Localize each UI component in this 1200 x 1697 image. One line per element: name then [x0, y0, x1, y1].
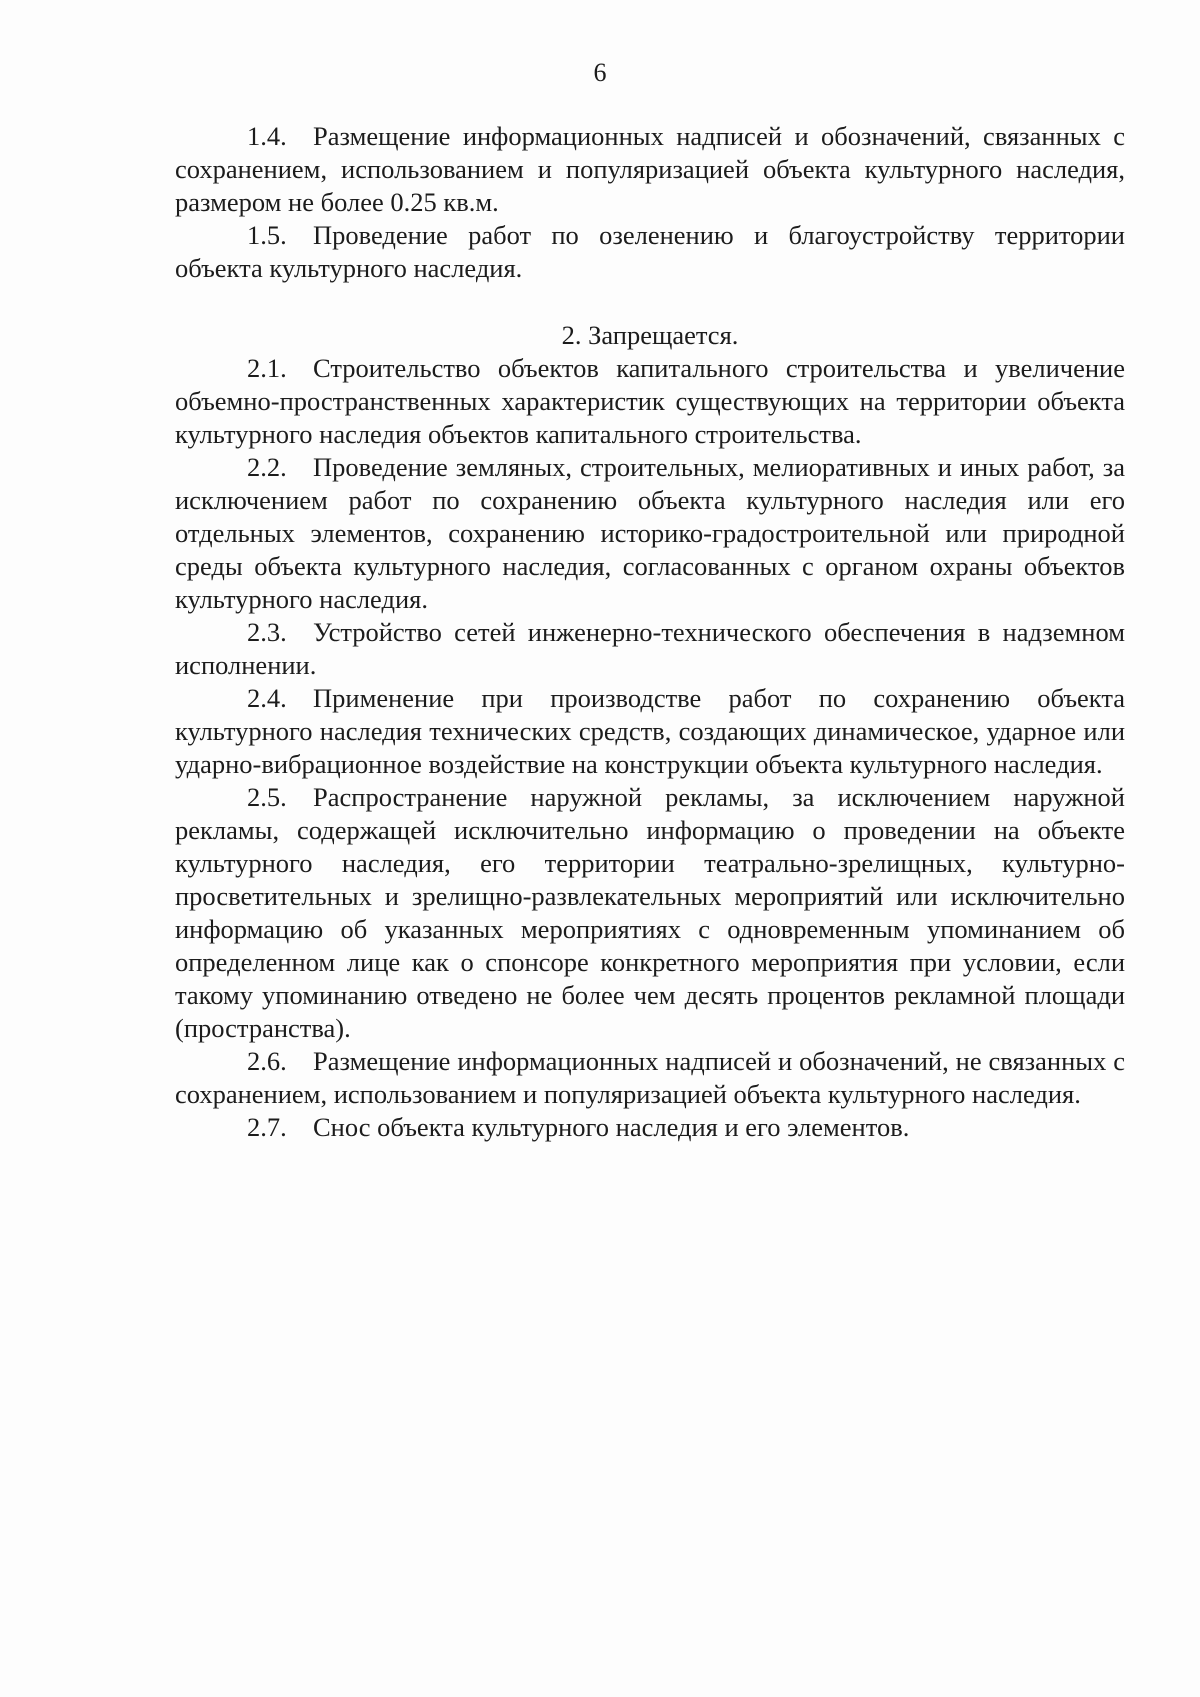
clause-2-7 — [175, 1111, 1125, 1144]
clause-number: 2.4. — [247, 683, 287, 713]
clause-text: Размещение информационных надписей и обозначений, связанных с сохранением, использованием и популяризацией объекта культурного наследия, размером не более 0.25 кв.м. — [175, 121, 1125, 217]
clause-number: 2.6. — [247, 1046, 287, 1076]
section-heading: 2. Запрещается. — [561, 320, 739, 350]
document-body — [175, 120, 1125, 1144]
clause-1-4 — [175, 120, 1125, 219]
clause-1-5 — [175, 219, 1125, 285]
clause-text: Распространение наружной рекламы, за исключением наружной рекламы, содержащей исключительно информацию о проведении на объекте культурного наследия, его территории театрально-зрелищных, культурно-просветительных и зрелищно-развлекательных мероприятий или исключительно информацию об указанных мероприятиях с одновременным упоминанием об определенном лице как о спонсоре конкретного мероприятия при условии, если такому упоминанию отведено не более чем десять процентов рекламной площади (пространства). — [175, 782, 1125, 1043]
clause-text: Проведение земляных, строительных, мелиоративных и иных работ, за исключением работ по сохранению объекта культурного наследия или его отдельных элементов, сохранению историко-градостроительной или природной среды объекта культурного наследия, согласованных с органом охраны объектов культурного наследия. — [175, 452, 1125, 614]
page-number: 6 — [593, 58, 607, 87]
clause-number: 1.4. — [247, 121, 287, 151]
clause-number: 2.7. — [247, 1112, 287, 1142]
clause-2-5 — [175, 781, 1125, 1045]
clause-text: Проведение работ по озеленению и благоустройству территории объекта культурного наследия. — [175, 220, 1125, 283]
clause-text: Строительство объектов капитального строительства и увеличение объемно-пространственных характеристик существующих на территории объекта культурного наследия объектов капитального строительства. — [175, 353, 1125, 449]
clause-number: 2.3. — [247, 617, 287, 647]
clause-text: Применение при производстве работ по сохранению объекта культурного наследия технических средств, создающих динамическое, ударное или ударно-вибрационное воздействие на конструкции объекта культурного наследия. — [175, 683, 1125, 779]
clause-text: Размещение информационных надписей и обозначений, не связанных с сохранением, использованием и популяризацией объекта культурного наследия. — [175, 1046, 1125, 1109]
clause-2-2 — [175, 451, 1125, 616]
clause-number: 1.5. — [247, 220, 287, 250]
clause-2-3 — [175, 616, 1125, 682]
clause-number: 2.5. — [247, 782, 287, 812]
clause-2-4 — [175, 682, 1125, 781]
clause-text: Устройство сетей инженерно-технического обеспечения в надземном исполнении. — [175, 617, 1125, 680]
clause-text: Снос объекта культурного наследия и его элементов. — [313, 1112, 910, 1142]
clause-number: 2.2. — [247, 452, 287, 482]
clause-2-6 — [175, 1045, 1125, 1111]
clause-2-1 — [175, 352, 1125, 451]
clause-number: 2.1. — [247, 353, 287, 383]
